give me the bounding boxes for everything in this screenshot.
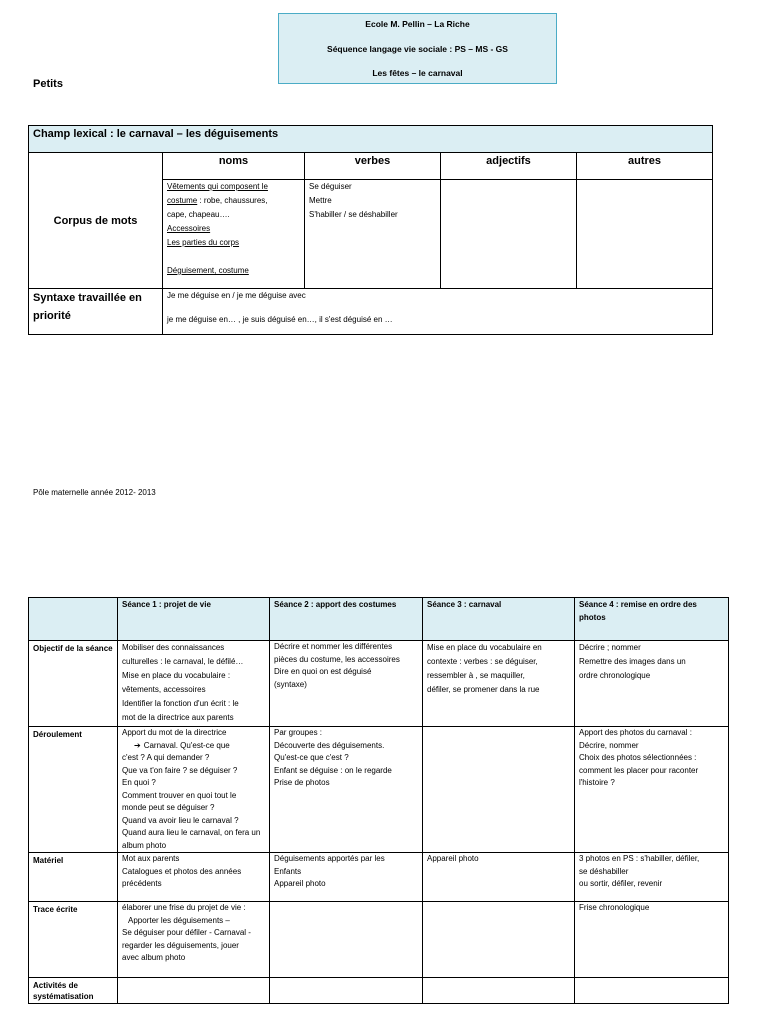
cell-line: l'histoire ? — [579, 778, 615, 787]
cell-line: Décrire, nommer — [579, 740, 639, 750]
cell-line: Choix des photos sélectionnées : — [579, 753, 697, 762]
session-4-header: Séance 4 : remise en ordre des photos — [575, 598, 729, 641]
column-header-adjectifs: adjectifs — [441, 153, 577, 180]
arrow-icon: ➔ — [134, 740, 141, 750]
cell-line: (syntaxe) — [274, 679, 307, 689]
school-header-box — [278, 13, 557, 84]
session-2-header: Séance 2 : apport des costumes — [270, 598, 423, 641]
cell-line: se déshabiller — [579, 866, 629, 876]
noms-parties: Les parties du corps — [167, 238, 240, 247]
session-3-header: Séance 3 : carnaval — [423, 598, 575, 641]
noms-vetements-line2: cape, chapeau…. — [167, 210, 230, 219]
school-name: Ecole M. Pellin – La Riche — [365, 19, 470, 29]
row-label-deroulement: Déroulement — [29, 727, 118, 853]
cell-line: Remettre des images dans un — [579, 657, 686, 666]
cell-line: élaborer une frise du projet de vie : — [122, 903, 246, 912]
cell-line: Que va t'on faire ? se déguiser ? — [122, 765, 238, 775]
row-label-activites: Activités de systématisation — [29, 978, 118, 1004]
column-header-noms: noms — [163, 153, 305, 180]
cell-line: Dire en quoi on est déguisé — [274, 667, 372, 676]
cell-line: Appareil photo — [427, 854, 479, 863]
cell-line: Mot aux parents — [122, 854, 180, 863]
lexical-field-table — [28, 125, 713, 335]
cell-line: c'est ? A qui demander ? — [122, 753, 210, 762]
cell-line: Quand aura lieu le carnaval, on fera un — [122, 828, 261, 837]
deroulement-s4-cell — [575, 727, 729, 853]
footer-note: Pôle maternelle année 2012- 2013 — [33, 488, 156, 497]
cell-line: Identifier la fonction d'un écrit : le — [122, 699, 239, 708]
trace-s3-cell — [423, 902, 575, 978]
activites-s1-cell — [118, 978, 270, 1004]
noms-vetements-u2: costume — [167, 196, 198, 205]
cell-line: album photo — [122, 840, 167, 850]
sequence-theme: Les fêtes – le carnaval — [372, 68, 463, 78]
activites-s4-cell — [575, 978, 729, 1004]
column-header-verbes: verbes — [305, 153, 441, 180]
objectif-s3-cell — [423, 641, 575, 727]
session-1-header: Séance 1 : projet de vie — [118, 598, 270, 641]
deroulement-s2-cell — [270, 727, 423, 853]
cell-line: Décrire ; nommer — [579, 643, 641, 652]
cell-line: monde peut se déguiser ? — [122, 803, 215, 812]
cell-line: avec album photo — [122, 953, 186, 962]
syntax-line-2: je me déguise en… , je suis déguisé en…, il s'est déguisé en … — [167, 315, 393, 324]
noms-deguisement: Déguisement, costume — [167, 266, 249, 275]
cell-line: regarder les déguisements, jouer — [122, 940, 239, 950]
syntax-cell — [163, 289, 713, 335]
cell-line: culturelles : le carnaval, le défilé… — [122, 657, 244, 666]
verbe-item: Mettre — [309, 196, 332, 205]
syntax-label: Syntaxe travaillée en priorité — [29, 289, 163, 335]
corpus-label: Corpus de mots — [29, 153, 163, 289]
materiel-s4-cell — [575, 853, 729, 902]
objectif-s4-cell — [575, 641, 729, 727]
noms-vetements-u1: Vêtements qui composent le — [167, 182, 268, 191]
sessions-header-empty — [29, 598, 118, 641]
cell-line: Prise de photos — [274, 778, 330, 787]
cell-line: Décrire et nommer les différentes — [274, 642, 393, 651]
adjectifs-cell — [441, 180, 577, 289]
cell-line: Apport des photos du carnaval : — [579, 728, 692, 737]
cell-line: 3 photos en PS : s'habiller, défiler, — [579, 854, 700, 863]
cell-line: Enfant se déguise : on le regarde — [274, 765, 392, 775]
materiel-s1-cell — [118, 853, 270, 902]
noms-accessoires: Accessoires — [167, 224, 211, 233]
cell-line: précédents — [122, 879, 162, 888]
verbes-cell — [305, 180, 441, 289]
row-label-trace: Trace écrite — [29, 902, 118, 978]
lexical-table-title: Champ lexical : le carnaval – les déguisements — [29, 126, 713, 153]
activites-s3-cell — [423, 978, 575, 1004]
cell-line: Apporter les déguisements – — [128, 915, 230, 925]
cell-line: ou sortir, défiler, revenir — [579, 879, 663, 888]
level-label: Petits — [33, 78, 63, 90]
cell-line: Mise en place du vocabulaire : — [122, 671, 231, 680]
noms-vetements-rest: : robe, chaussures, — [197, 196, 268, 205]
row-label-objectif: Objectif de la séance — [29, 641, 118, 727]
noms-cell — [163, 180, 305, 289]
cell-line: Quand va avoir lieu le carnaval ? — [122, 815, 239, 825]
cell-line: Se déguiser pour défiler - Carnaval - — [122, 928, 251, 937]
trace-s4-cell — [575, 902, 729, 978]
column-header-autres: autres — [577, 153, 713, 180]
cell-line: défiler, se promener dans la rue — [427, 685, 540, 694]
cell-line: En quoi ? — [122, 778, 156, 787]
verbe-item: Se déguiser — [309, 182, 352, 191]
objectif-s2-cell — [270, 641, 423, 727]
cell-line: Appareil photo — [274, 879, 326, 888]
cell-line: Comment trouver en quoi tout le — [122, 790, 237, 800]
deroulement-s3-cell — [423, 727, 575, 853]
cell-line: Catalogues et photos des années — [122, 866, 242, 876]
cell-line: vêtements, accessoires — [122, 685, 206, 694]
activites-s2-cell — [270, 978, 423, 1004]
cell-line: ordre chronologique — [579, 671, 651, 680]
cell-line: Qu'est-ce que c'est ? — [274, 753, 349, 762]
cell-line: pièces du costume, les accessoires — [274, 654, 400, 664]
cell-line: Par groupes : — [274, 728, 323, 737]
sequence-title: Séquence langage vie sociale : PS – MS - GS — [327, 44, 508, 54]
cell-line: Déguisements apportés par les — [274, 854, 385, 863]
objectif-s1-cell — [118, 641, 270, 727]
row-label-materiel: Matériel — [29, 853, 118, 902]
cell-line: ressembler à , se maquiller, — [427, 671, 525, 680]
cell-line: Découverte des déguisements. — [274, 740, 385, 750]
verbe-item: S'habiller / se déshabiller — [309, 210, 398, 219]
deroulement-s1-cell — [118, 727, 270, 853]
trace-s1-cell — [118, 902, 270, 978]
sessions-table — [28, 597, 729, 1004]
syntax-line-1: Je me déguise en / je me déguise avec — [167, 291, 306, 300]
cell-line: Frise chronologique — [579, 903, 650, 912]
cell-line: Carnaval. Qu'est-ce que — [143, 740, 230, 750]
materiel-s2-cell — [270, 853, 423, 902]
cell-line: comment les placer pour raconter — [579, 765, 699, 775]
cell-line: Enfants — [274, 866, 302, 876]
cell-line: Apport du mot de la directrice — [122, 728, 227, 737]
materiel-s3-cell — [423, 853, 575, 902]
cell-line: Mobiliser des connaissances — [122, 643, 225, 652]
cell-line: contexte : verbes : se déguiser, — [427, 657, 538, 666]
cell-line: mot de la directrice aux parents — [122, 713, 234, 722]
autres-cell — [577, 180, 713, 289]
trace-s2-cell — [270, 902, 423, 978]
cell-line: Mise en place du vocabulaire en — [427, 643, 542, 652]
